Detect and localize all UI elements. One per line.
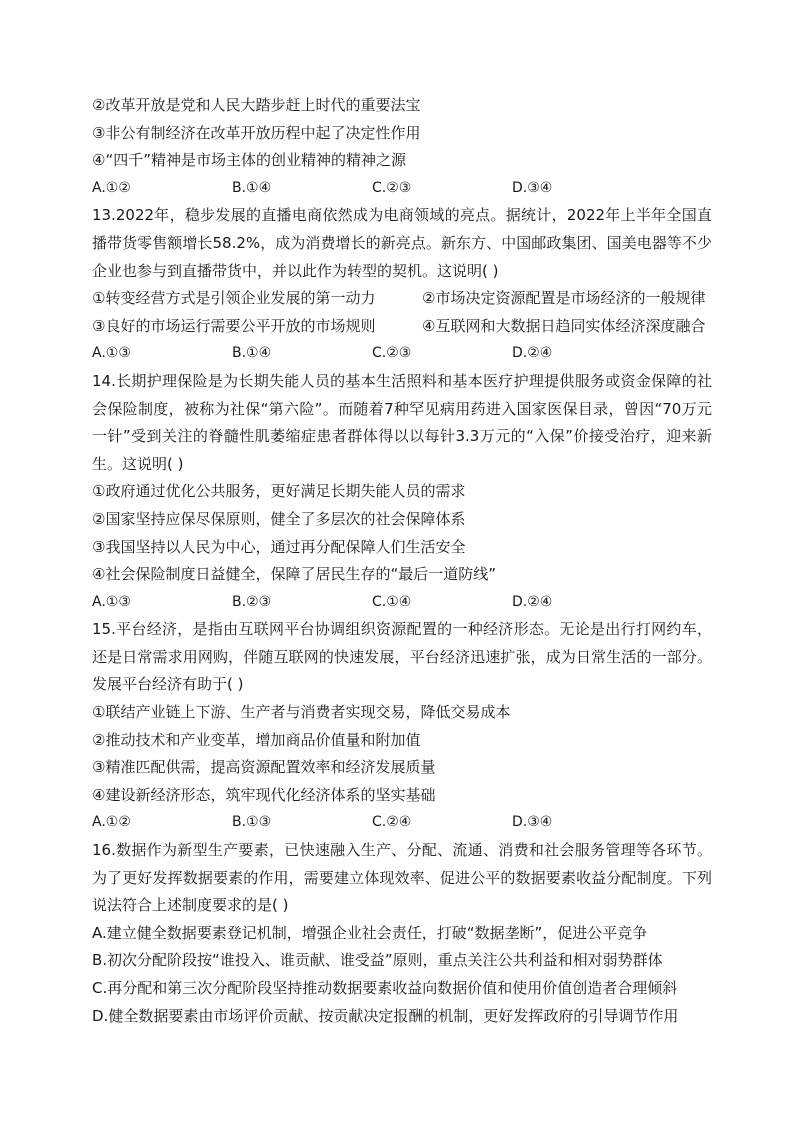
q13-item-1: ①转变经营方式是引领企业发展的第一动力 xyxy=(92,289,376,308)
exam-page xyxy=(92,92,712,1030)
q14-item-2: ②国家坚持应保尽保原则，健全了多层次的社会保障体系 xyxy=(92,509,466,528)
q15-item-4: ④建设新经济形态，筑牢现代化经济体系的坚实基础 xyxy=(92,785,436,804)
q12-item-3: ③非公有制经济在改革开放历程中起了决定性作用 xyxy=(92,123,421,142)
q13-item-4: ④互联网和大数据日趋同实体经济深度融合 xyxy=(422,316,706,335)
q16-option-b: B.初次分配阶段按“谁投入、谁贡献、谁受益”原则，重点关注公共利益和相对弱势群体 xyxy=(92,951,663,970)
q13-option-a: A.①③ xyxy=(92,345,131,362)
q15-option-a: A.①② xyxy=(92,814,131,831)
q15-option-c: C.②④ xyxy=(372,814,412,831)
q15-option-d: D.③④ xyxy=(512,814,553,831)
q15-item-2: ②推动技术和产业变革，增加商品价值量和附加值 xyxy=(92,730,421,749)
q12-option-d: D.③④ xyxy=(512,179,553,196)
q13-stem: 13.2022年，稳步发展的直播电商依然成为电商领域的亮点。据统计，2022年上半年全国直播带货零售额增长58.2%，成为消费增长的新亮点。新东方、中国邮政集团、国美电器等不少企业也参与到直播带货中，并以此作为转型的契机。这说明( ) xyxy=(92,206,712,280)
q13-option-c: C.②③ xyxy=(372,345,412,362)
q12-item-4: ④“四千”精神是市场主体的创业精神的精神之源 xyxy=(92,151,406,170)
q12-option-b: B.①④ xyxy=(232,179,272,196)
q13-option-b: B.①④ xyxy=(232,345,272,362)
q14-option-b: B.②③ xyxy=(232,593,272,610)
q12-option-a: A.①② xyxy=(92,179,131,196)
q14-item-1: ①政府通过优化公共服务，更好满足长期失能人员的需求 xyxy=(92,482,466,501)
q13-options xyxy=(92,340,712,368)
q14-stem: 14.长期护理保险是为长期失能人员的基本生活照料和基本医疗护理提供服务或资金保障的社会保险制度，被称为社保“第六险”。而随着7种罕见病用药进入国家医保目录，曾因“70万元一针”受到关注的脊髓性肌萎缩症患者群体得以以每针3.3万元的“入保”价接受治疗，迎来新生。这说明( ) xyxy=(92,371,712,473)
q16-option-c: C.再分配和第三次分配阶段坚持推动数据要素收益向数据价值和使用价值创造者合理倾斜 xyxy=(92,979,678,997)
q16-option-d: D.健全数据要素由市场评价贡献、按贡献决定报酬的机制，更好发挥政府的引导调节作用 xyxy=(92,1006,679,1025)
q13-items-row-1 xyxy=(92,285,712,313)
q14-item-4: ④社会保险制度日益健全，保障了居民生存的“最后一道防线” xyxy=(92,565,496,584)
q14-option-a: A.①③ xyxy=(92,593,131,610)
q15-item-1: ①联结产业链上下游、生产者与消费者实现交易，降低交易成本 xyxy=(92,703,511,722)
q14-item-3: ③我国坚持以人民为中心，通过再分配保障人们生活安全 xyxy=(92,537,466,556)
q12-item-2: ②改革开放是党和人民大踏步赶上时代的重要法宝 xyxy=(92,96,421,114)
q14-option-d: D.②④ xyxy=(512,593,553,610)
q13-item-2: ②市场决定资源配置是市场经济的一般规律 xyxy=(422,289,706,308)
q16-option-a: A.建立健全数据要素登记机制，增强企业社会责任，打破“数据垄断”，促进公平竞争 xyxy=(92,923,648,942)
q14-option-c: C.①④ xyxy=(372,593,412,610)
q12-options xyxy=(92,175,712,203)
q14-options xyxy=(92,589,712,617)
q13-item-3: ③良好的市场运行需要公平开放的市场规则 xyxy=(92,316,376,335)
q16-stem: 16.数据作为新型生产要素，已快速融入生产、分配、流通、消费和社会服务管理等各环节。为了更好发挥数据要素的作用，需要建立体现效率、促进公平的数据要素收益分配制度。下列说法符合上述制度要求的是( ) xyxy=(92,841,712,915)
q15-options xyxy=(92,809,712,837)
q13-option-d: D.②④ xyxy=(512,345,553,362)
q15-item-3: ③精准匹配供需，提高资源配置效率和经济发展质量 xyxy=(92,758,436,777)
q13-items-row-2 xyxy=(92,313,712,341)
q12-option-c: C.②③ xyxy=(372,179,412,196)
q15-stem: 15.平台经济，是指由互联网平台协调组织资源配置的一种经济形态。无论是出行打网约车，还是日常需求用网购，伴随互联网的快速发展，平台经济迅速扩张，成为日常生活的一部分。发展平台经济有助于( ) xyxy=(92,620,712,694)
q15-option-b: B.①③ xyxy=(232,814,272,831)
